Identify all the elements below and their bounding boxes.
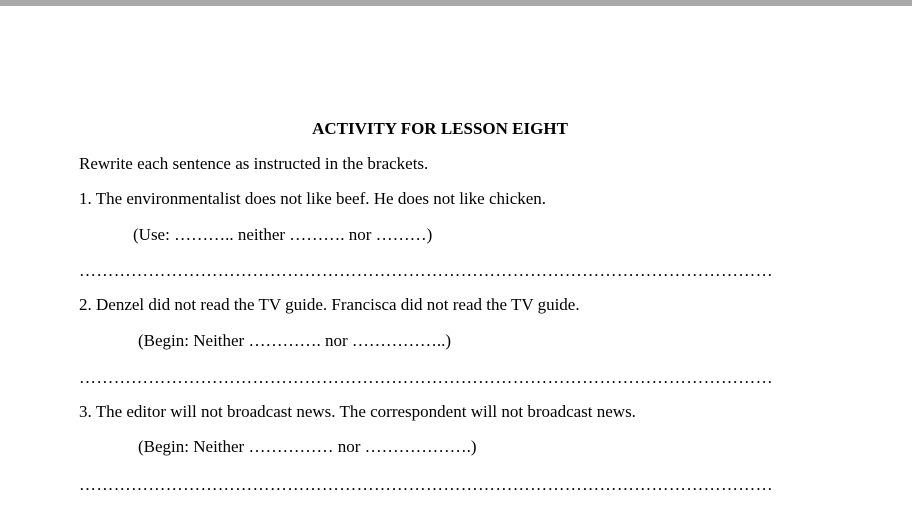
page-title: ACTIVITY FOR LESSON EIGHT	[312, 119, 568, 138]
question-2-sentence: 2. Denzel did not read the TV guide. Francisca did not read the TV guide.	[79, 295, 580, 314]
question-1-sentence: 1. The environmentalist does not like beef. He does not like chicken.	[79, 189, 547, 208]
instruction-text: Rewrite each sentence as instructed in the brackets.	[79, 154, 429, 173]
question-1-hint: (Use: ……….. neither ………. nor ………)	[133, 225, 433, 244]
document-page	[0, 6, 912, 506]
question-2-answer-line: …………………………………………………………………………………………………………	[79, 368, 773, 387]
question-3-hint: (Begin: Neither …………… nor ……………….)	[138, 437, 477, 456]
question-3-answer-line: …………………………………………………………………………………………………………	[79, 475, 773, 494]
question-2-hint: (Begin: Neither …………. nor ……………..)	[138, 331, 452, 350]
question-1-answer-line: …………………………………………………………………………………………………………	[79, 261, 773, 280]
question-3-sentence: 3. The editor will not broadcast news. The correspondent will not broadcast news.	[79, 402, 636, 421]
